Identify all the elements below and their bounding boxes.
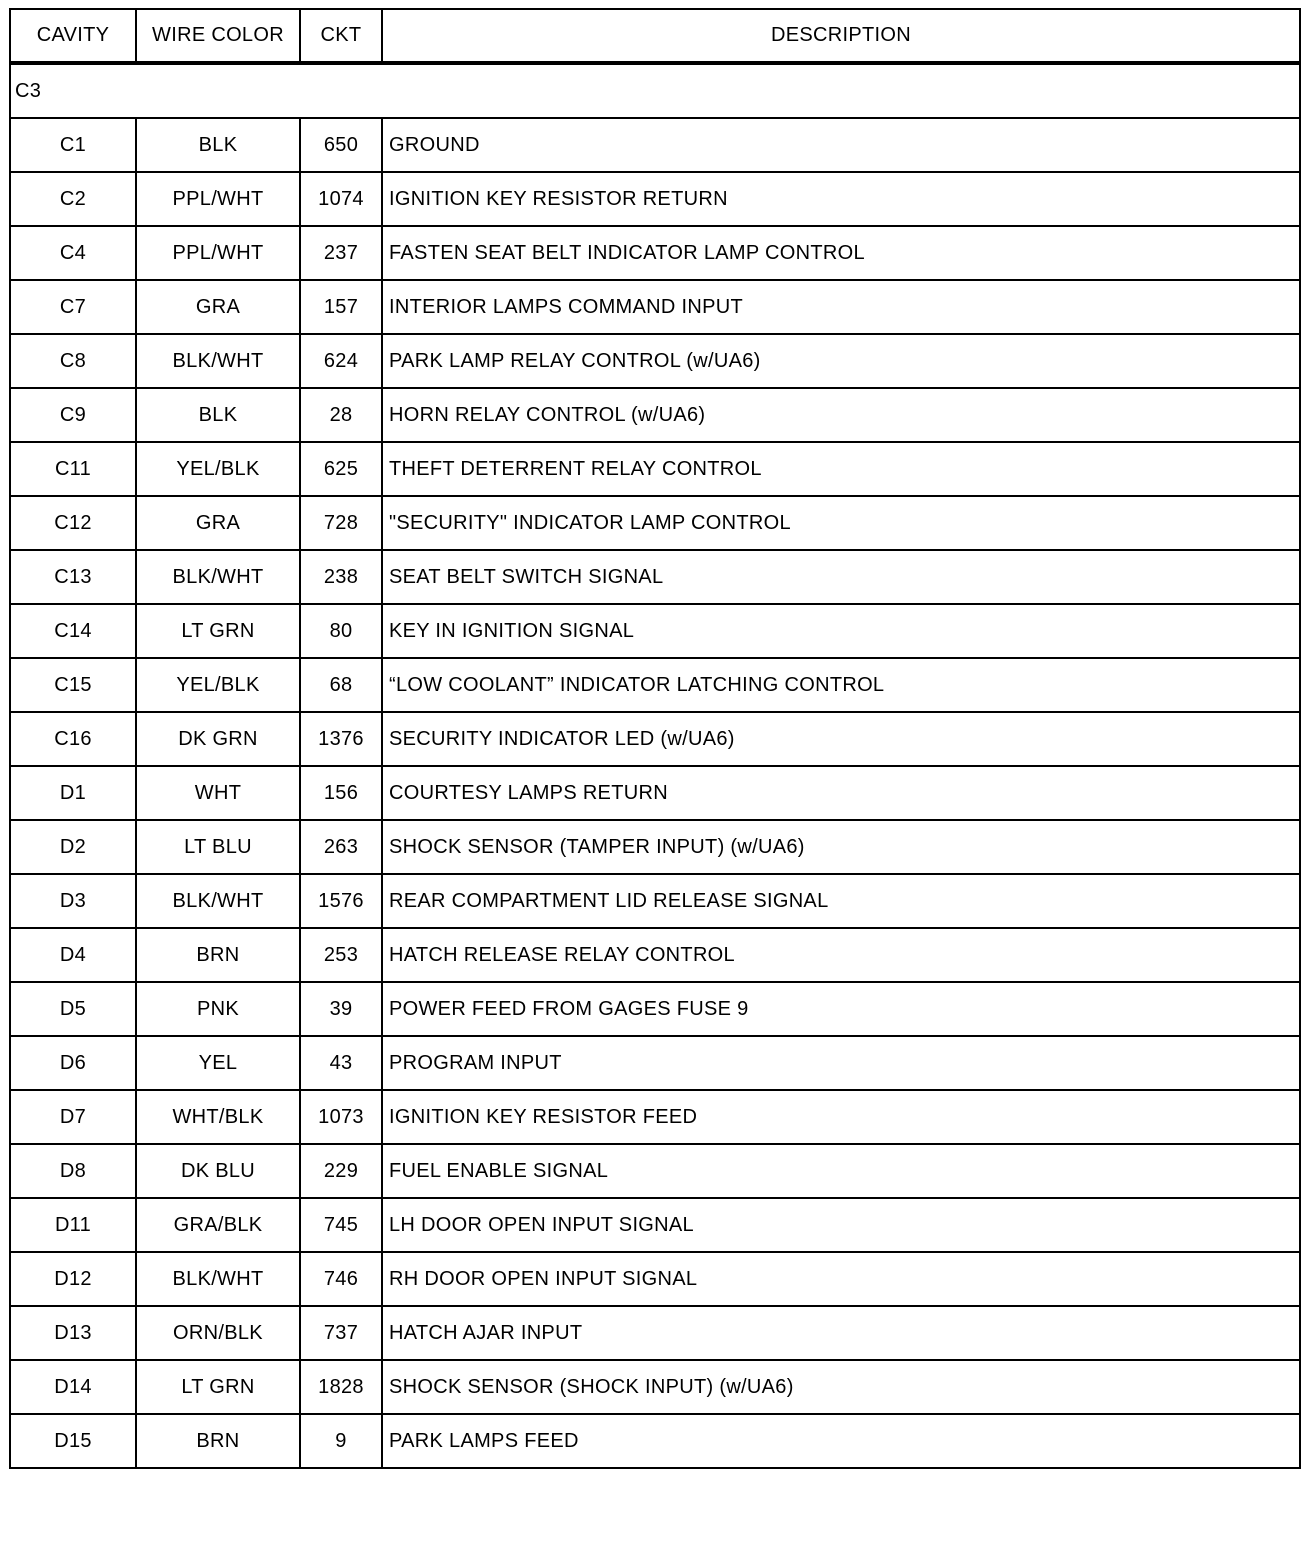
cavity-cell: D11	[10, 1198, 136, 1252]
description-cell: GROUND	[382, 118, 1300, 172]
cavity-cell: D8	[10, 1144, 136, 1198]
description-cell: SHOCK SENSOR (TAMPER INPUT) (w/UA6)	[382, 820, 1300, 874]
table-row	[10, 1144, 1300, 1198]
table-row	[10, 1414, 1300, 1468]
ckt-cell: 728	[300, 496, 382, 550]
description-cell: SEAT BELT SWITCH SIGNAL	[382, 550, 1300, 604]
header-description: DESCRIPTION	[382, 9, 1300, 63]
table-row	[10, 712, 1300, 766]
cavity-cell: D14	[10, 1360, 136, 1414]
ckt-cell: 624	[300, 334, 382, 388]
ckt-cell: 745	[300, 1198, 382, 1252]
ckt-cell: 28	[300, 388, 382, 442]
cavity-cell: C4	[10, 226, 136, 280]
ckt-cell: 746	[300, 1252, 382, 1306]
description-cell: THEFT DETERRENT RELAY CONTROL	[382, 442, 1300, 496]
table-row	[10, 172, 1300, 226]
wire-color-cell: DK BLU	[136, 1144, 300, 1198]
section-row	[10, 63, 1300, 118]
ckt-cell: 238	[300, 550, 382, 604]
cavity-cell: C14	[10, 604, 136, 658]
ckt-cell: 157	[300, 280, 382, 334]
ckt-cell: 263	[300, 820, 382, 874]
table-row	[10, 118, 1300, 172]
ckt-cell: 1828	[300, 1360, 382, 1414]
description-cell: KEY IN IGNITION SIGNAL	[382, 604, 1300, 658]
table-row	[10, 442, 1300, 496]
wire-color-cell: GRA	[136, 496, 300, 550]
table-row	[10, 766, 1300, 820]
description-cell: IGNITION KEY RESISTOR RETURN	[382, 172, 1300, 226]
section-label: C3	[10, 63, 1300, 118]
ckt-cell: 1576	[300, 874, 382, 928]
wire-color-cell: PPL/WHT	[136, 226, 300, 280]
header-cavity: CAVITY	[10, 9, 136, 63]
description-cell: SHOCK SENSOR (SHOCK INPUT) (w/UA6)	[382, 1360, 1300, 1414]
cavity-cell: D12	[10, 1252, 136, 1306]
table-row	[10, 1360, 1300, 1414]
ckt-cell: 237	[300, 226, 382, 280]
cavity-cell: D15	[10, 1414, 136, 1468]
wire-color-cell: WHT/BLK	[136, 1090, 300, 1144]
ckt-cell: 68	[300, 658, 382, 712]
cavity-cell: C12	[10, 496, 136, 550]
cavity-cell: C1	[10, 118, 136, 172]
wire-color-cell: DK GRN	[136, 712, 300, 766]
cavity-cell: D2	[10, 820, 136, 874]
description-cell: REAR COMPARTMENT LID RELEASE SIGNAL	[382, 874, 1300, 928]
description-cell: RH DOOR OPEN INPUT SIGNAL	[382, 1252, 1300, 1306]
ckt-cell: 156	[300, 766, 382, 820]
description-cell: PROGRAM INPUT	[382, 1036, 1300, 1090]
description-cell: SECURITY INDICATOR LED (w/UA6)	[382, 712, 1300, 766]
wire-color-cell: GRA	[136, 280, 300, 334]
wire-color-cell: BLK/WHT	[136, 874, 300, 928]
ckt-cell: 39	[300, 982, 382, 1036]
cavity-cell: C11	[10, 442, 136, 496]
header-ckt: CKT	[300, 9, 382, 63]
description-cell: HORN RELAY CONTROL (w/UA6)	[382, 388, 1300, 442]
cavity-cell: D13	[10, 1306, 136, 1360]
description-cell: FASTEN SEAT BELT INDICATOR LAMP CONTROL	[382, 226, 1300, 280]
table-row	[10, 1306, 1300, 1360]
cavity-cell: C7	[10, 280, 136, 334]
description-cell: COURTESY LAMPS RETURN	[382, 766, 1300, 820]
cavity-cell: D7	[10, 1090, 136, 1144]
cavity-cell: D3	[10, 874, 136, 928]
wire-color-cell: YEL	[136, 1036, 300, 1090]
description-cell: FUEL ENABLE SIGNAL	[382, 1144, 1300, 1198]
description-cell: POWER FEED FROM GAGES FUSE 9	[382, 982, 1300, 1036]
ckt-cell: 1073	[300, 1090, 382, 1144]
cavity-cell: D5	[10, 982, 136, 1036]
ckt-cell: 625	[300, 442, 382, 496]
table-row	[10, 388, 1300, 442]
ckt-cell: 80	[300, 604, 382, 658]
cavity-cell: C16	[10, 712, 136, 766]
description-cell: LH DOOR OPEN INPUT SIGNAL	[382, 1198, 1300, 1252]
table-row	[10, 550, 1300, 604]
description-cell: HATCH AJAR INPUT	[382, 1306, 1300, 1360]
wire-color-cell: YEL/BLK	[136, 658, 300, 712]
wire-color-cell: BRN	[136, 928, 300, 982]
cavity-cell: D4	[10, 928, 136, 982]
table-row	[10, 604, 1300, 658]
cavity-cell: C8	[10, 334, 136, 388]
header-wire-color: WIRE COLOR	[136, 9, 300, 63]
ckt-cell: 9	[300, 1414, 382, 1468]
ckt-cell: 737	[300, 1306, 382, 1360]
wire-color-cell: BRN	[136, 1414, 300, 1468]
wire-color-cell: LT BLU	[136, 820, 300, 874]
ckt-cell: 43	[300, 1036, 382, 1090]
wire-color-cell: BLK	[136, 118, 300, 172]
table-row	[10, 982, 1300, 1036]
header-row	[10, 9, 1300, 63]
wire-color-cell: ORN/BLK	[136, 1306, 300, 1360]
description-cell: PARK LAMPS FEED	[382, 1414, 1300, 1468]
cavity-cell: C2	[10, 172, 136, 226]
description-cell: INTERIOR LAMPS COMMAND INPUT	[382, 280, 1300, 334]
ckt-cell: 253	[300, 928, 382, 982]
wire-color-cell: PPL/WHT	[136, 172, 300, 226]
description-cell: “LOW COOLANT” INDICATOR LATCHING CONTROL	[382, 658, 1300, 712]
cavity-cell: C9	[10, 388, 136, 442]
table-row	[10, 496, 1300, 550]
table-row	[10, 874, 1300, 928]
wire-color-cell: GRA/BLK	[136, 1198, 300, 1252]
description-cell: PARK LAMP RELAY CONTROL (w/UA6)	[382, 334, 1300, 388]
wire-color-cell: YEL/BLK	[136, 442, 300, 496]
ckt-cell: 229	[300, 1144, 382, 1198]
table-row	[10, 226, 1300, 280]
description-cell: "SECURITY" INDICATOR LAMP CONTROL	[382, 496, 1300, 550]
table-row	[10, 1252, 1300, 1306]
table-row	[10, 928, 1300, 982]
description-cell: IGNITION KEY RESISTOR FEED	[382, 1090, 1300, 1144]
cavity-cell: C13	[10, 550, 136, 604]
table-row	[10, 280, 1300, 334]
ckt-cell: 650	[300, 118, 382, 172]
table-row	[10, 1090, 1300, 1144]
table-row	[10, 658, 1300, 712]
description-cell: HATCH RELEASE RELAY CONTROL	[382, 928, 1300, 982]
wire-color-cell: BLK/WHT	[136, 334, 300, 388]
table-row	[10, 334, 1300, 388]
wire-color-cell: LT GRN	[136, 1360, 300, 1414]
wire-color-cell: BLK/WHT	[136, 1252, 300, 1306]
wire-color-cell: BLK/WHT	[136, 550, 300, 604]
wire-color-cell: PNK	[136, 982, 300, 1036]
table-row	[10, 1198, 1300, 1252]
table-row	[10, 1036, 1300, 1090]
cavity-cell: D6	[10, 1036, 136, 1090]
ckt-cell: 1376	[300, 712, 382, 766]
table-row	[10, 820, 1300, 874]
wire-color-cell: BLK	[136, 388, 300, 442]
ckt-cell: 1074	[300, 172, 382, 226]
connector-pinout-table	[9, 8, 1301, 1469]
cavity-cell: C15	[10, 658, 136, 712]
cavity-cell: D1	[10, 766, 136, 820]
wire-color-cell: WHT	[136, 766, 300, 820]
wire-color-cell: LT GRN	[136, 604, 300, 658]
